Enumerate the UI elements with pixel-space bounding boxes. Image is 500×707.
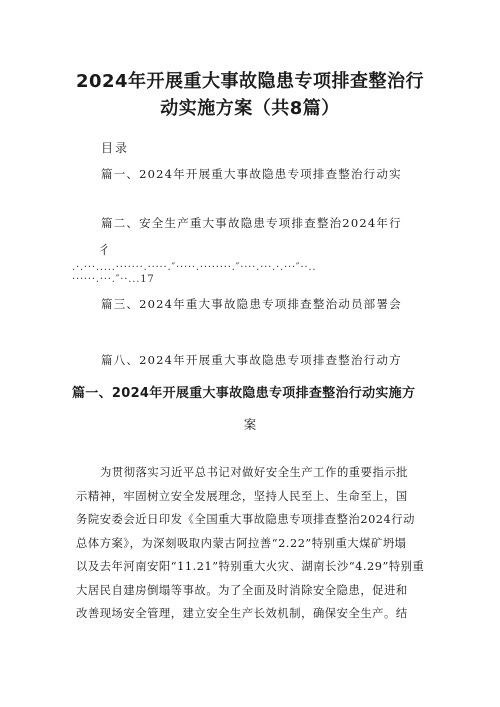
document-title-line-1: 2024年开展重大事故隐患专项排查整治行 (75, 71, 425, 92)
body-line: 大居民自建房倒塌等事故。为了全面及时消除安全隐患，促进和 (76, 583, 408, 597)
body-line: 总体方案》，为深刻吸取内蒙古阿拉善“2.22”特别重大煤矿坍塌 (76, 536, 407, 550)
toc-label: 目录 (101, 141, 130, 155)
body-line: 示精神，牢固树立安全发展理念，坚持人民至上、生命至上，国 (76, 489, 408, 503)
toc-item-3[interactable]: 篇三、2024年重大事故隐患专项排查整治动员部署会 (101, 297, 402, 311)
body-line: 为贯彻落实习近平总书记对做好安全生产工作的重要指示批 (100, 466, 409, 479)
section-heading: 篇一、2024年开展重大事故隐患专项排查整治行动实施方 (72, 386, 416, 401)
toc-item-1[interactable]: 篇一、2024年开展重大事故隐患专项排查整治行动实 (101, 167, 402, 181)
toc-item-8[interactable]: 篇八、2024年开展重大事故隐患专项排查整治行动方 (101, 353, 402, 367)
body-line: 务院安委会近日印发《全国重大事故隐患专项排查整治2024行动 (76, 513, 415, 526)
body-line: 改善现场安全管理，建立安全生产长效机制，确保安全生产。结 (76, 607, 408, 620)
body-paragraph (76, 461, 436, 626)
toc-leader-dots-page: ······.···.″··...17 (72, 274, 155, 285)
section-heading-continuation: 案 (243, 417, 257, 432)
toc-item-2-continuation: 彳 (98, 243, 112, 257)
body-line: 以及去年河南安阳“11.21”特别重大火灾、湖南长沙“4.29”特别重 (76, 560, 425, 573)
document-title-line-2: 动实施方案（共8篇） (160, 98, 340, 119)
toc-item-2[interactable]: 篇二、安全生产重大事故隐患专项排查整治2024年行 (101, 216, 402, 230)
toc-leader-dots: .·.···.....·······.·····.″·····.········.″····.···.·.···″··.. (72, 262, 317, 273)
